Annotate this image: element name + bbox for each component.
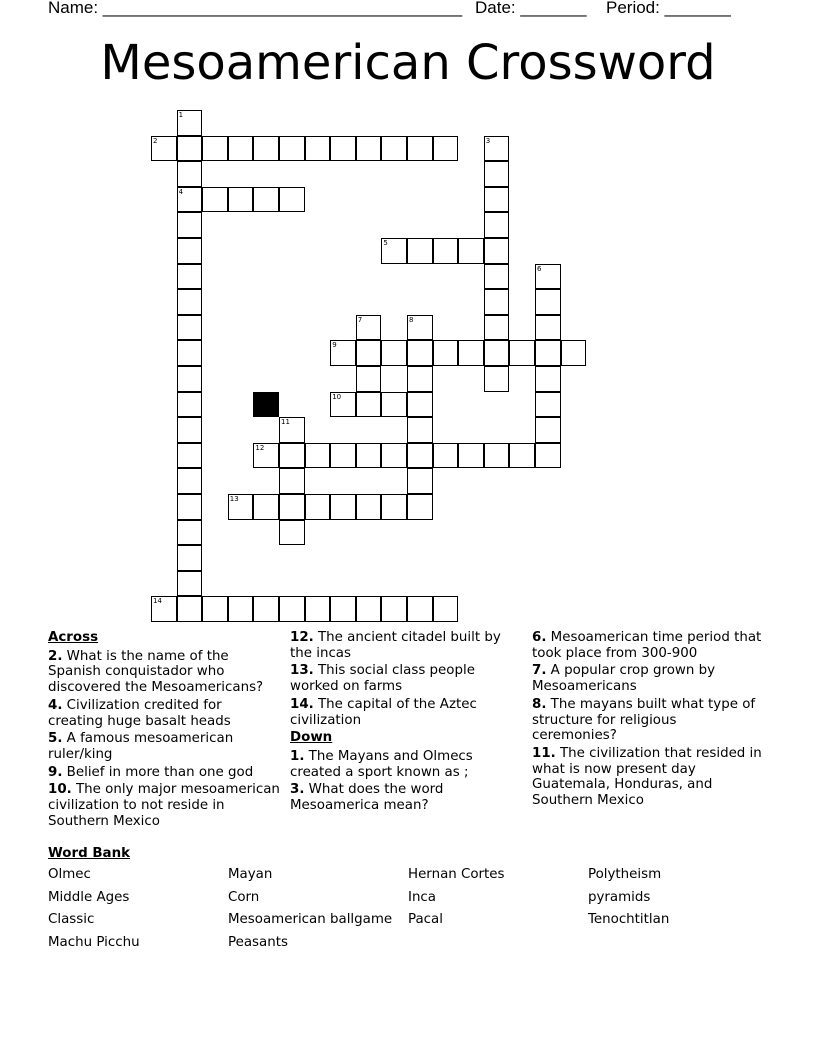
grid-cell[interactable] [330,596,356,622]
grid-cell[interactable] [484,161,510,187]
clue-number: 1. [290,748,305,764]
clue-number: 10 [332,392,342,401]
clue-number: 7. [532,663,547,679]
clue-number: 6 [537,264,542,273]
grid-cell[interactable] [407,366,433,392]
grid-cell[interactable] [151,136,177,162]
grid-cell[interactable] [279,520,305,546]
grid-cell[interactable] [356,366,382,392]
grid-cell[interactable] [433,238,459,264]
grid-cell[interactable] [356,136,382,162]
grid-cell[interactable] [253,596,279,622]
across-heading: Across [48,630,99,645]
clue-item [532,746,764,809]
clue-number: 9 [332,341,337,350]
grid-cell[interactable] [484,136,510,162]
grid-cell[interactable] [535,443,561,469]
clue-item [48,698,280,729]
grid-cell[interactable] [535,315,561,341]
clue-text: The only major mesoamerican civilization to not reside in Southern Mexico [48,782,280,829]
clue-item [290,630,520,661]
grid-cell[interactable] [535,392,561,418]
grid-cell[interactable] [253,443,279,469]
grid-cell[interactable] [228,596,254,622]
clue-text: What does the word Mesoamerica mean? [290,782,444,814]
clue-number: 11 [281,418,290,427]
grid-cell[interactable] [330,136,356,162]
clue-number: 7 [357,315,363,324]
grid-cell[interactable] [381,494,407,520]
clue-text: The civilization that resided in what is now present day Guatemala, Honduras, and Southern Mexico [532,745,762,809]
grid-cell[interactable] [484,212,510,238]
grid-cell[interactable] [330,494,356,520]
grid-cell[interactable] [177,494,203,520]
clue-text: Belief in more than one god [66,764,254,780]
clue-number: 14 [153,597,162,606]
grid-cell[interactable] [177,238,203,264]
black-cell [253,392,279,418]
grid-cell[interactable] [177,443,203,469]
clue-number: 11. [532,745,556,761]
across-clues-column [48,630,280,831]
clue-item [48,782,280,829]
grid-cell[interactable] [228,187,254,213]
grid-cell[interactable] [279,417,305,443]
grid-cell[interactable] [535,340,561,366]
clue-item [532,663,764,694]
grid-cell[interactable] [484,443,510,469]
grid-cell[interactable] [407,315,433,341]
grid-cell[interactable] [177,392,203,418]
grid-cell[interactable] [381,340,407,366]
grid-cell[interactable] [279,136,305,162]
clue-item [290,697,520,728]
grid-cell[interactable] [177,315,203,341]
grid-cell[interactable] [202,187,228,213]
grid-cell[interactable] [356,443,382,469]
down-heading: Down [290,730,333,746]
grid-cell[interactable] [535,417,561,443]
grid-cell[interactable] [407,596,433,622]
grid-cell[interactable] [484,315,510,341]
grid-cell[interactable] [356,392,382,418]
clue-number: 13. [290,663,314,679]
name-field[interactable]: Name: ______________________________________ [48,0,463,17]
word-bank-item: Corn [228,889,260,905]
grid-cell[interactable] [407,238,433,264]
clue-number: 10. [48,782,72,798]
grid-cell[interactable] [279,443,305,469]
grid-cell[interactable] [177,417,203,443]
grid-cell[interactable] [177,187,203,213]
grid-cell[interactable] [381,443,407,469]
word-bank-item: Mayan [228,867,273,882]
grid-cell[interactable] [279,468,305,494]
grid-cell[interactable] [458,443,484,469]
clue-item [48,649,280,696]
grid-cell[interactable] [484,238,510,264]
clue-item [290,782,520,813]
word-bank-item: Olmec [48,867,91,882]
clue-text: This social class people worked on farms [290,663,475,695]
grid-cell[interactable] [356,596,382,622]
grid-cell[interactable] [177,340,203,366]
grid-cell[interactable] [330,340,356,366]
clue-number: 13 [229,495,239,503]
word-bank-item: Classic [48,912,95,927]
grid-cell[interactable] [433,340,459,366]
grid-cell[interactable] [407,468,433,494]
grid-cell[interactable] [253,136,279,162]
grid-cell[interactable] [279,596,305,622]
clue-item [290,663,520,694]
grid-cell[interactable] [356,315,382,341]
grid-cell[interactable] [484,187,510,213]
clue-text: The ancient citadel built by the incas [290,630,501,661]
grid-cell[interactable] [279,494,305,520]
grid-cell[interactable] [535,289,561,315]
word-bank-item: Tenochtitlan [588,912,670,927]
grid-cell[interactable] [356,494,382,520]
grid-cell[interactable] [407,340,433,366]
grid-cell[interactable] [177,212,203,238]
grid-cell[interactable] [330,392,356,418]
word-bank-item: Hernan Cortes [408,867,505,882]
grid-cell[interactable] [458,238,484,264]
grid-cell[interactable] [381,392,407,418]
grid-cell[interactable] [535,264,561,290]
grid-cell[interactable] [458,340,484,366]
grid-cell[interactable] [305,443,331,469]
clue-text: The mayans built what type of structure for religious ceremonies? [532,696,756,744]
clue-number: 9. [48,764,63,780]
grid-cell[interactable] [433,596,459,622]
period-field[interactable]: Period: _______ [606,0,731,17]
grid-cell[interactable] [228,494,254,520]
grid-cell[interactable] [381,238,407,264]
grid-cell[interactable] [151,596,177,622]
grid-cell[interactable] [279,187,305,213]
date-field[interactable]: Date: _______ [475,0,587,17]
grid-cell[interactable] [509,443,535,469]
clue-number: 12 [255,443,265,452]
grid-cell[interactable] [484,340,510,366]
clue-number: 4 [178,187,184,196]
clue-item [532,630,764,661]
clue-item [48,765,280,781]
clue-number: 5 [383,239,388,247]
grid-cell[interactable] [305,136,331,162]
clue-text: Civilization credited for creating huge basalt heads [48,697,231,729]
clue-number: 14. [290,696,314,712]
down-clues-column [532,630,764,811]
page-title: Mesoamerican Crossword [100,35,716,91]
grid-cell[interactable] [177,366,203,392]
word-bank-item: pyramids [588,889,651,905]
word-bank-item: Middle Ages [48,889,130,905]
clue-text: Mesoamerican time period that took place from 300-900 [532,630,762,661]
grid-cell[interactable] [202,136,228,162]
clue-number: 8. [532,696,547,712]
grid-cell[interactable] [356,340,382,366]
clue-number: 4. [48,697,63,713]
grid-cell[interactable] [535,366,561,392]
grid-cell[interactable] [177,545,203,571]
grid-cell[interactable] [177,161,203,187]
clue-number: 3 [485,136,491,145]
clue-text: What is the name of the Spanish conquistador who discovered the Mesoamericans? [48,648,264,696]
clue-number: 2. [48,648,63,664]
clue-text: A famous mesoamerican ruler/king [48,731,234,762]
grid-cell[interactable] [177,571,203,597]
grid-cell[interactable] [253,494,279,520]
word-bank-item: Inca [408,889,437,905]
grid-cell[interactable] [305,494,331,520]
grid-cell[interactable] [177,289,203,315]
clue-item [48,731,280,762]
clue-number: 2 [153,136,158,145]
clue-number: 3. [290,782,305,798]
clue-item [290,749,520,780]
grid-cell[interactable] [407,494,433,520]
grid-cell[interactable] [433,136,459,162]
grid-cell[interactable] [484,289,510,315]
grid-cell[interactable] [177,596,203,622]
word-bank-item: Peasants [228,934,288,950]
clue-item [532,697,764,744]
clue-text: The capital of the Aztec civilization [290,696,477,728]
word-bank-title: Word Bank [48,846,131,861]
grid-cell[interactable] [381,596,407,622]
grid-cell[interactable] [228,136,254,162]
grid-cell[interactable] [177,110,203,136]
clues-column-2 [290,630,520,816]
grid-cell[interactable] [177,468,203,494]
grid-cell[interactable] [484,264,510,290]
clue-number: 8 [409,315,414,324]
grid-cell[interactable] [407,136,433,162]
grid-cell[interactable] [177,520,203,546]
clue-number: 5. [48,731,63,747]
grid-cell[interactable] [177,136,203,162]
word-bank-item: Polytheism [588,867,662,882]
grid-cell[interactable] [509,340,535,366]
word-bank-item: Mesoamerican ballgame [228,912,393,927]
grid-cell[interactable] [177,264,203,290]
grid-cell[interactable] [433,443,459,469]
grid-cell[interactable] [561,340,587,366]
grid-cell[interactable] [305,596,331,622]
grid-cell[interactable] [202,596,228,622]
clue-text: A popular crop grown by Mesoamericans [532,663,716,695]
grid-cell[interactable] [330,443,356,469]
clue-number: 6. [532,630,547,645]
grid-cell[interactable] [407,443,433,469]
grid-cell[interactable] [407,392,433,418]
grid-cell[interactable] [253,187,279,213]
clue-number: 12. [290,630,314,645]
grid-cell[interactable] [381,136,407,162]
clue-number: 1 [178,111,184,119]
clue-text: The Mayans and Olmecs created a sport known as ; [290,748,473,780]
grid-cell[interactable] [484,366,510,392]
word-bank-item: Machu Picchu [48,934,140,950]
grid-cell[interactable] [407,417,433,443]
word-bank-item: Pacal [408,912,443,927]
